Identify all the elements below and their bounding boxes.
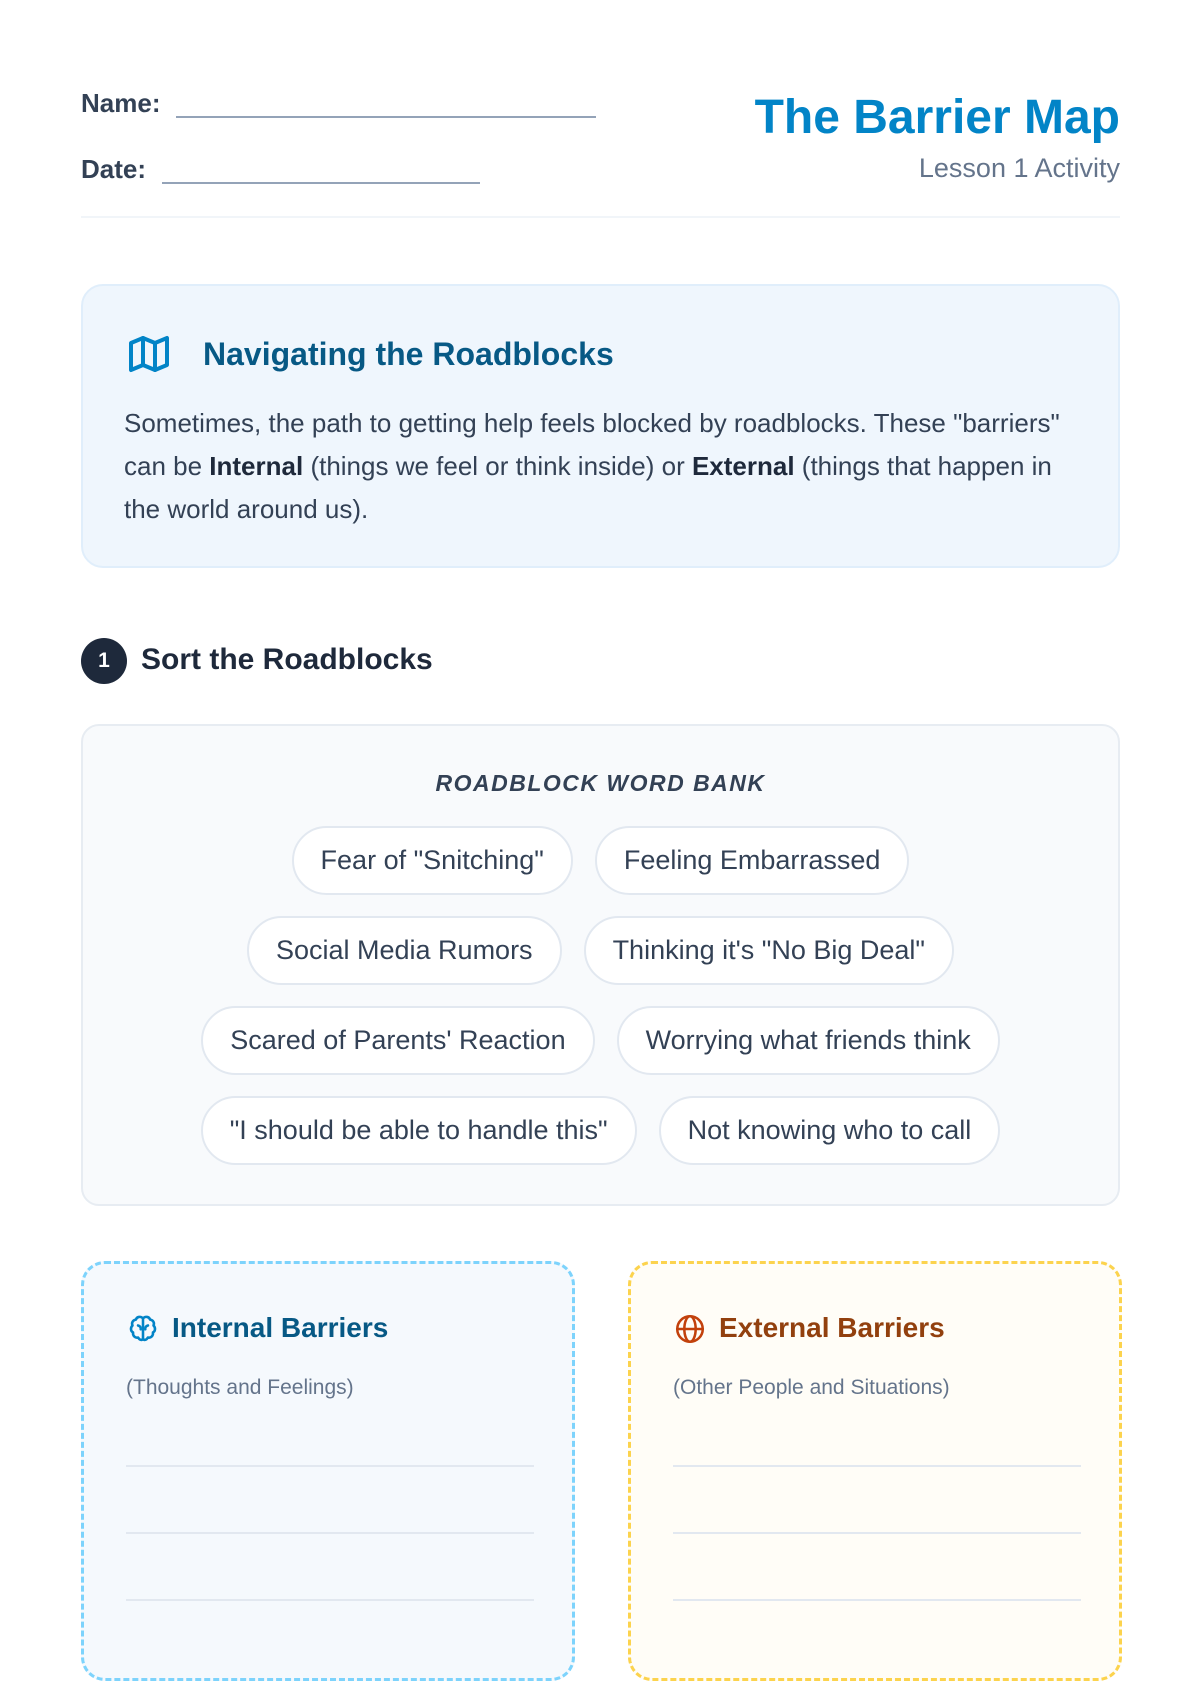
- external-title: External Barriers: [719, 1312, 945, 1343]
- external-subtitle: (Other People and Situations): [673, 1376, 950, 1399]
- internal-barriers-box: [81, 1261, 575, 1681]
- answer-line[interactable]: [673, 1599, 1081, 1601]
- word-chip[interactable]: Worrying what friends think: [617, 1006, 1000, 1075]
- word-chip[interactable]: Not knowing who to call: [659, 1096, 1001, 1165]
- answer-line[interactable]: [673, 1465, 1081, 1467]
- date-label: Date:: [81, 154, 147, 184]
- chip-row: [83, 826, 1118, 895]
- name-line[interactable]: [176, 86, 596, 118]
- word-bank-label: ROADBLOCK WORD BANK: [435, 770, 766, 796]
- internal-term: Internal: [209, 451, 304, 481]
- chip-row: [83, 1096, 1118, 1165]
- step-number-badge: 1: [81, 638, 127, 684]
- chip-row: [83, 916, 1118, 985]
- globe-icon: [673, 1312, 707, 1346]
- date-line[interactable]: [162, 152, 480, 184]
- chip-row: [83, 1006, 1118, 1075]
- word-bank: [81, 724, 1120, 1206]
- internal-title: Internal Barriers: [172, 1312, 389, 1343]
- external-barriers-box: [628, 1261, 1122, 1681]
- map-icon: [125, 330, 173, 378]
- external-term: External: [691, 451, 795, 481]
- answer-line[interactable]: [126, 1532, 534, 1534]
- name-label: Name:: [81, 88, 161, 118]
- word-chip[interactable]: Feeling Embarrassed: [595, 826, 910, 895]
- answer-line[interactable]: [126, 1465, 534, 1467]
- page-subtitle: Lesson 1 Activity: [918, 153, 1120, 183]
- word-chip[interactable]: Fear of "Snitching": [292, 826, 573, 895]
- internal-subtitle: (Thoughts and Feelings): [126, 1376, 354, 1399]
- word-chip[interactable]: "I should be able to handle this": [201, 1096, 637, 1165]
- intro-box: [81, 284, 1120, 568]
- brain-icon: [126, 1312, 160, 1346]
- worksheet-page: [81, 0, 1120, 1600]
- section-title: Sort the Roadblocks: [141, 643, 433, 676]
- page-title: The Barrier Map: [754, 91, 1120, 144]
- intro-text-2: (things we feel or think inside) or: [303, 451, 692, 481]
- intro-title: Navigating the Roadblocks: [203, 336, 614, 372]
- word-chip[interactable]: Scared of Parents' Reaction: [201, 1006, 594, 1075]
- intro-text-3: (things that happen in the world around us).: [124, 451, 1052, 524]
- header: [81, 82, 1120, 218]
- name-field: [81, 86, 596, 118]
- answer-line[interactable]: [126, 1599, 534, 1601]
- word-chip[interactable]: Social Media Rumors: [247, 916, 562, 985]
- intro-text-1: Sometimes, the path to getting help feels blocked by roadblocks. These "barriers" can be: [124, 408, 1060, 481]
- answer-line[interactable]: [673, 1532, 1081, 1534]
- word-chip[interactable]: Thinking it's "No Big Deal": [584, 916, 954, 985]
- date-field: [81, 152, 480, 184]
- intro-body: [124, 402, 1074, 531]
